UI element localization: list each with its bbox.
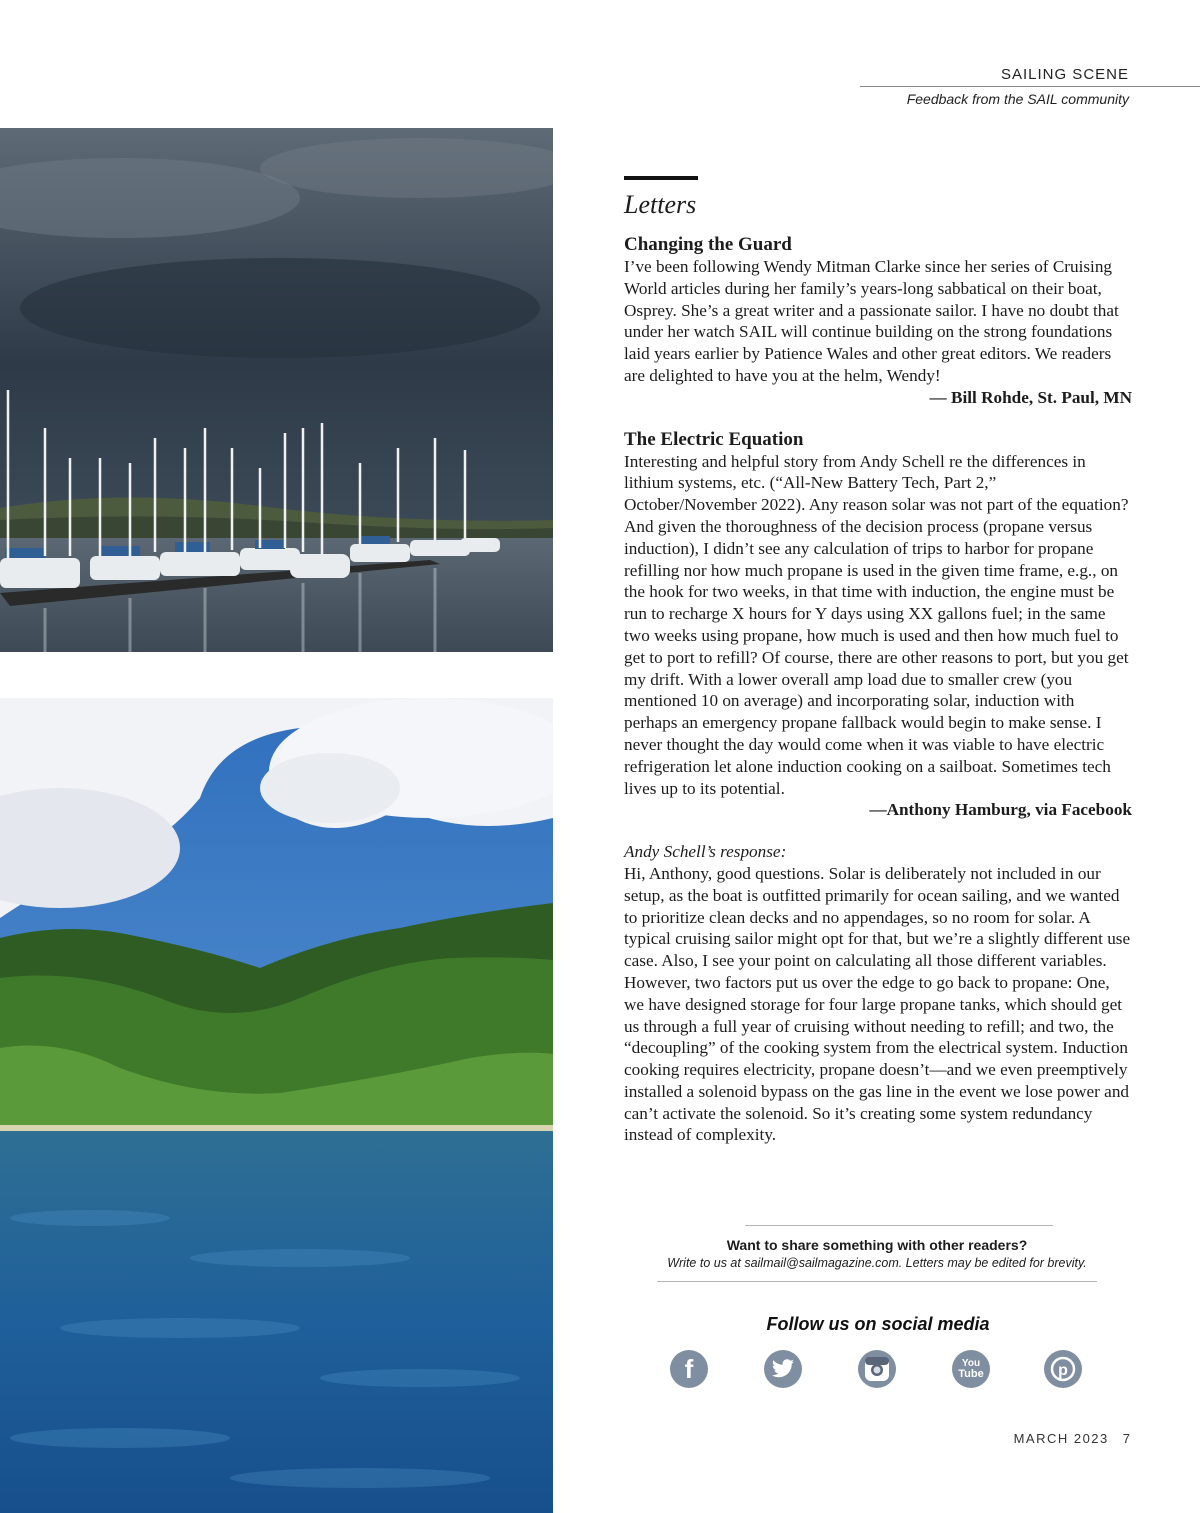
section-subtitle: Feedback from the SAIL community [906,91,1129,107]
response-label: Andy Schell’s response: [624,842,787,862]
letter-signature: — Bill Rohde, St. Paul, MN [929,387,1132,407]
letter-signature: —Anthony Hamburg, via Facebook [869,800,1132,820]
letter-headline: Changing the Guard [624,234,792,255]
submission-callout [657,1225,1097,1282]
callout-question: Want to share something with other readers? [726,1237,1028,1253]
page-footer [1014,1431,1130,1446]
youtube-icon[interactable] [952,1350,990,1388]
youtube-label-tube: Tube [958,1368,984,1380]
issue-date: MARCH 2023 [1013,1431,1109,1446]
response-body: Hi, Anthony, good questions. Solar is deliberately not included in our setup, as the boat is outfitted primarily for ocean sailing, and we wanted to prioritize clean decks and no appendages, so no room for solar. A typical cruising sailor might opt for that, but we’re a slightly different use case. Also, I see your point on calculating all those different variables. However, two factors put us over the edge to go back to propane: One, we have designed storage for four large propane tanks, which should get us through a full year of cruising without needing to refill; and two, the “decoupling” of the cooking system from the electrical system. Induction cooking requires electricity, propane doesn’t—and we even preemptively installed a solenoid bypass on the gas line in the event we lose power and can’t activate the solenoid. So it’s creating some system redundancy instead of complexity. [624,863,1131,1145]
letter-headline: The Electric Equation [624,428,804,450]
instagram-icon[interactable] [858,1350,896,1388]
department-title: Letters [624,190,697,219]
letters-column [624,176,1132,1146]
section-title: SAILING SCENE [1000,66,1129,83]
page-number: 7 [1122,1431,1130,1446]
pinterest-icon[interactable] [1044,1350,1082,1388]
youtube-label-you: You [961,1358,981,1369]
header-rule [860,86,1200,87]
bay-photo [0,698,553,1513]
letter-body: Interesting and helpful story from Andy Schell re the differences in lithium systems, etc. (“All-New Battery Tech, Part 2,” October/November 2022). Any reason solar was not part of the equation? And given the thoroughness of the decision process (propane versus induction), I didn’t see any calculation of trips to harbor for propane refilling nor how much propane is used in the given time frame, e.g., on the hook for two weeks, in that time with induction, the engine must be run to recharge X hours for Y days using XX gallons fuel; in the same two weeks using propane, how much is used and then how much fuel to get to port to refill? Of course, there are other reasons to port, but you get my drift. With a lower overall amp load due to smaller crew (you mentioned 10 on average) and incorporating solar, induction with perhaps an emergency propane fallback would begin to make sense. I never thought the day would come when it was viable to have electric refrigeration let alone induction cooking on a sailboat. Sometimes tech lives up to its potential. [624,451,1129,798]
callout-divider [657,1281,1097,1282]
callout-instructions[interactable]: Write to us at sailmail@sailmagazine.com. Letters may be edited for brevity. [667,1256,1087,1270]
marina-photo [0,128,553,652]
callout-divider [745,1225,1053,1226]
twitter-icon[interactable] [764,1350,802,1388]
letter-body: I’ve been following Wendy Mitman Clarke since her series of Cruising World articles during her family’s years-long sabbatical on their boat, Osprey. She’s a great writer and a passionate sailor. I have no doubt that under her watch SAIL will continue building on the strong foundations laid years earlier by Patience Wales and other great editors. We readers are delighted to have you at the helm, Wendy! [624,257,1119,385]
social-heading: Follow us on social media [766,1314,990,1334]
svg-text:p: p [1058,1362,1068,1379]
department-rule [624,176,698,180]
facebook-icon[interactable]: f [670,1350,708,1388]
